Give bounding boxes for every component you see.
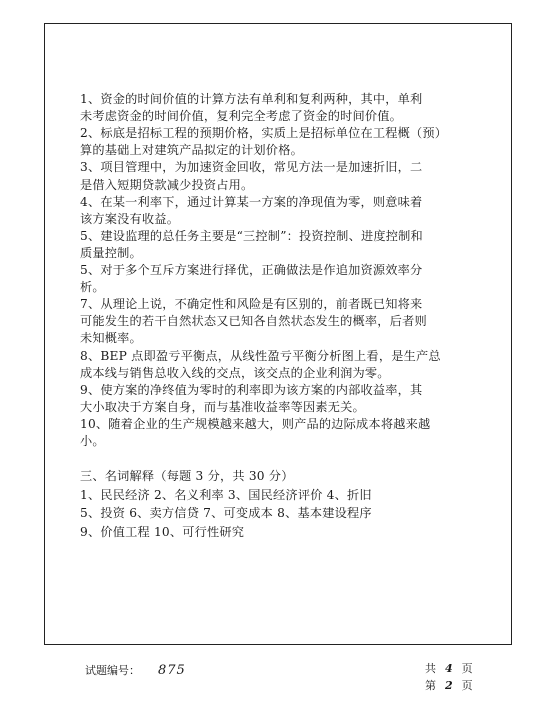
- text-line: 1、资金的时间价值的计算方法有单利和复利两种，其中，单利: [80, 92, 423, 106]
- exam-code: [85, 662, 186, 678]
- page-suffix: 页: [461, 679, 474, 692]
- text-line: 8、BEP 点即盈亏平衡点，从线性盈亏平衡分析图上看，是生产总: [80, 348, 441, 363]
- total-pages: [425, 660, 474, 676]
- text-line: 可能发生的若干自然状态又已知各自然状态发生的概率，后者则: [80, 314, 427, 329]
- exam-code-label: 试题编号：: [85, 664, 140, 677]
- text-line: 7、从理论上说，不确定性和风险是有区别的，前者既已知将来: [80, 297, 423, 312]
- current-page: [425, 677, 474, 693]
- page-number: 2: [445, 679, 454, 692]
- text-line: 成本线与销售总收入线的交点，该交点的企业利润为零。: [80, 365, 390, 380]
- text-line: 9、使方案的净终值为零时的利率即为该方案的内部收益率，其: [80, 382, 423, 397]
- text-line: 5、对于多个互斥方案进行择优，正确做法是作追加资源效率分: [80, 263, 423, 277]
- text-line: 5、建设监理的总任务主要是“三控制”：投资控制、进度控制和: [80, 228, 423, 243]
- total-pages-value: 4: [445, 662, 454, 675]
- text-line: 9、价值工程 10、可行性研究: [80, 524, 245, 539]
- text-line: 未考虑资金的时间价值，复利完全考虑了资金的时间价值。: [80, 109, 403, 124]
- total-prefix: 共: [425, 662, 437, 675]
- text-line: 未知概率。: [80, 331, 142, 346]
- text-line: 10、随着企业的生产规模越来越大，则产品的边际成本将越来越: [80, 416, 431, 431]
- text-line: 是借入短期贷款减少投资占用。: [80, 177, 254, 192]
- text-line: 1、民民经济 2、名义利率 3、国民经济评价 4、折旧: [80, 487, 372, 502]
- exam-code-value: 875: [158, 663, 186, 678]
- text-line: 2、标底是招标工程的预期价格，实质上是招标单位在工程概（预）: [80, 126, 448, 141]
- text-line: 该方案没有收益。: [80, 211, 180, 226]
- text-line: 5、投资 6、卖方信贷 7、可变成本 8、基本建设程序: [80, 506, 372, 520]
- text-line: 4、在某一利率下，通过计算某一方案的净现值为零，则意味着: [80, 194, 423, 209]
- text-line: 3、项目管理中，为加速资金回收，常见方法一是加速折旧，二: [80, 160, 423, 175]
- text-line: 大小取决于方案自身，而与基准收益率等因素无关。: [80, 399, 365, 414]
- text-line: 析。: [80, 280, 105, 295]
- text-line: 算的基础上对建筑产品拟定的计划价格。: [80, 143, 303, 158]
- text-line: 质量控制。: [80, 245, 142, 260]
- page-prefix: 第: [425, 679, 437, 692]
- total-suffix: 页: [461, 662, 474, 675]
- text-line: 三、名词解释（每题 3 分，共 30 分）: [80, 469, 294, 483]
- text-line: 小。: [80, 434, 105, 448]
